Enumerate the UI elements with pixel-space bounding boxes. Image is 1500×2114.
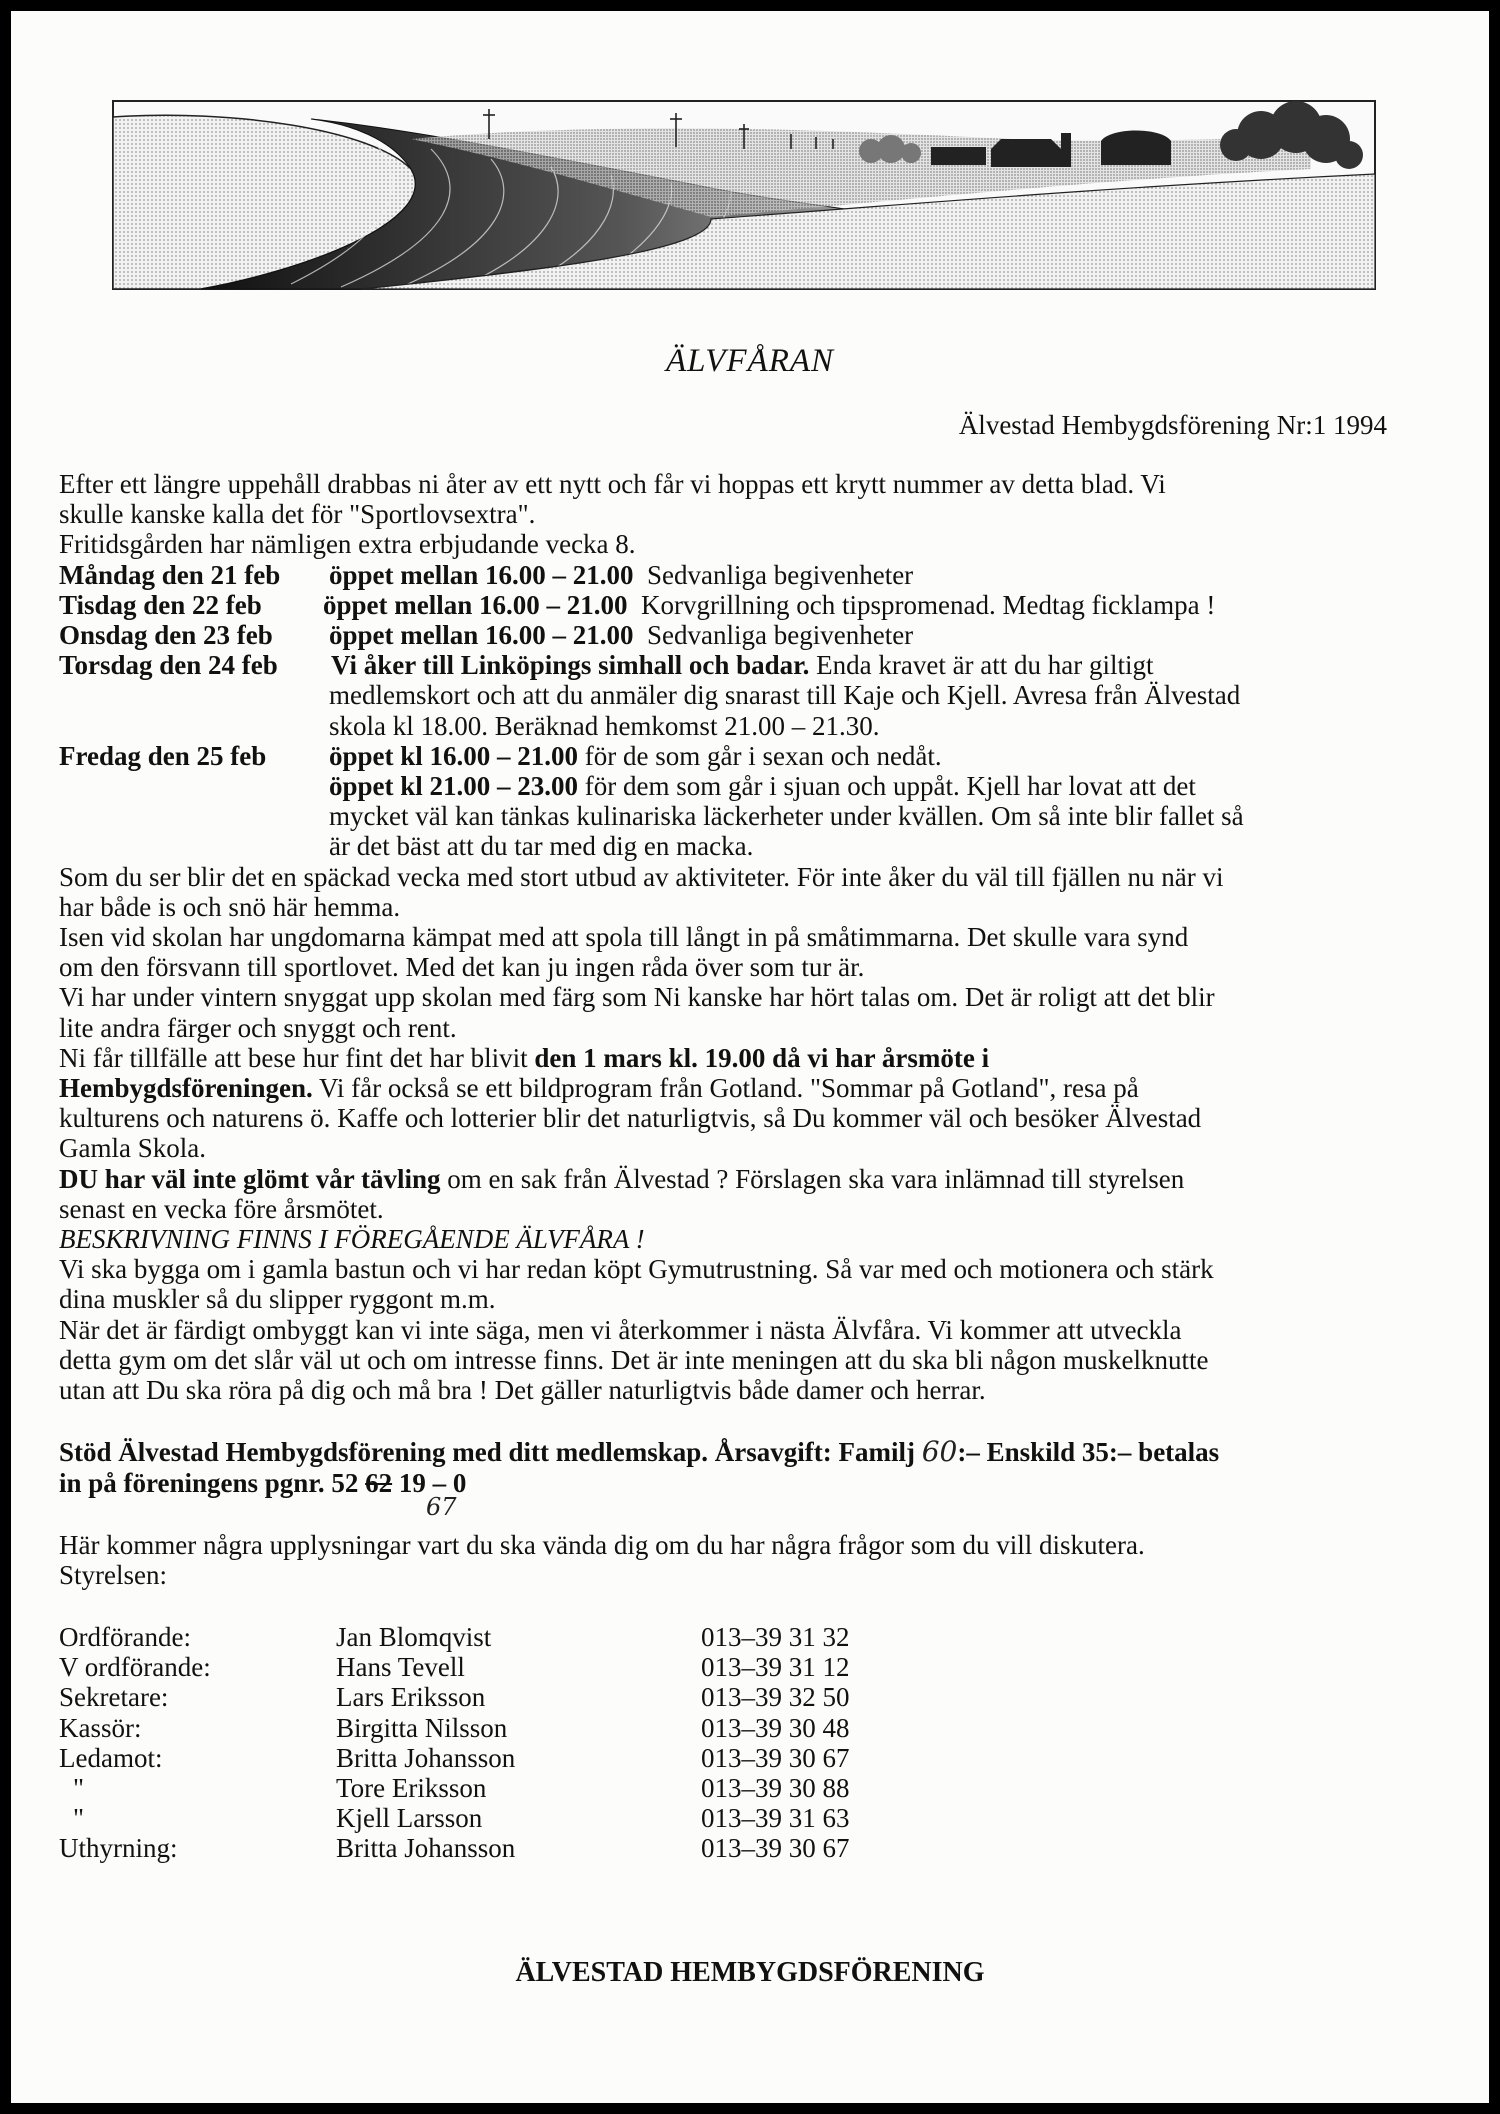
schedule-thursday bbox=[59, 650, 1399, 680]
paragraph-line: detta gym om det slår väl ut och om intresse finns. Det är inte meningen att du ska bli någon muskelknutte bbox=[59, 1344, 1209, 1375]
issue-line: Älvestad Hembygdsförening Nr:1 1994 bbox=[958, 410, 1387, 440]
board-name: Britta Johansson bbox=[336, 1742, 516, 1773]
contest-note: BESKRIVNING FINNS I FÖREGÅENDE ÄLVFÅRA ! bbox=[59, 1224, 645, 1255]
schedule-day: Tisdag den 22 feb bbox=[59, 589, 262, 620]
paragraph-line bbox=[59, 1164, 1399, 1194]
schedule-desc: för de som går i sexan och nedåt. bbox=[584, 740, 942, 771]
schedule-wednesday bbox=[59, 620, 1399, 650]
schedule-desc-line bbox=[59, 771, 1399, 801]
meeting-date: den 1 mars kl. 19.00 då vi har årsmöte i bbox=[534, 1042, 990, 1073]
board-row bbox=[59, 1652, 850, 1682]
board-phone: 013–39 31 32 bbox=[701, 1622, 850, 1652]
board-role: Sekretare: bbox=[59, 1682, 169, 1713]
board-phone: 013–39 30 67 bbox=[701, 1833, 850, 1864]
board-role: " bbox=[73, 1773, 85, 1804]
board-phone: 013–39 30 88 bbox=[701, 1773, 850, 1804]
handwritten-correction-row bbox=[59, 1492, 1399, 1528]
paragraph-line: När det är färdigt ombyggt kan vi inte säga, men vi återkommer i nästa Älvfåra. Vi kommer att utveckla bbox=[59, 1314, 1182, 1345]
paragraph-line: Vi ska bygga om i gamla bastun och vi har redan köpt Gymutrustning. Så var med och motionera och stärk bbox=[59, 1254, 1214, 1285]
board-role: " bbox=[73, 1803, 85, 1834]
board-intro-line: Här kommer några upplysningar vart du ska vända dig om du har några frågor som du vill diskutera. bbox=[59, 1529, 1145, 1560]
newsletter-page bbox=[11, 11, 1489, 2103]
paragraph-line: Som du ser blir det en späckad vecka med stort utbud av aktiviteter. För inte åker du väl till fjällen nu när vi bbox=[59, 861, 1224, 892]
membership-line bbox=[59, 1468, 1399, 1498]
paragraph-text: om en sak från Älvestad ? Förslagen ska vara inlämnad till styrelsen bbox=[440, 1163, 1185, 1194]
board-role: V ordförande: bbox=[59, 1652, 211, 1683]
schedule-highlight: Vi åker till Linköpings simhall och badar. bbox=[331, 650, 810, 681]
paragraph-line: har både is och snö här hemma. bbox=[59, 891, 401, 922]
intro-line: Fritidsgården har nämligen extra erbjudande vecka 8. bbox=[59, 529, 636, 560]
intro-line: Efter ett längre uppehåll drabbas ni åter av ett nytt och får vi hoppas ett krytt nummer av detta blad. Vi bbox=[59, 469, 1166, 499]
board-row bbox=[59, 1682, 850, 1712]
board-row bbox=[59, 1833, 850, 1863]
membership-text: in på föreningens pgnr. 52 bbox=[59, 1467, 366, 1498]
board-name: Lars Eriksson bbox=[336, 1682, 486, 1713]
paragraph-line bbox=[59, 1043, 1399, 1073]
board-row bbox=[59, 1743, 850, 1773]
schedule-day: Fredag den 25 feb bbox=[59, 740, 267, 771]
schedule-monday bbox=[59, 560, 1399, 590]
landscape-illustration bbox=[111, 99, 1391, 309]
board-name: Hans Tevell bbox=[336, 1652, 465, 1683]
footer-association-name: ÄLVESTAD HEMBYGDSFÖRENING bbox=[515, 1957, 985, 1988]
schedule-desc-line: medlemskort och att du anmäler dig snarast till Kaje och Kjell. Avresa från Älvestad bbox=[329, 680, 1241, 711]
board-role: Ledamot: bbox=[59, 1742, 163, 1773]
paragraph-line bbox=[59, 1073, 1399, 1103]
board-row bbox=[59, 1773, 850, 1803]
paragraph-line: om den försvann till sportlovet. Med det kan ju ingen råda över som tur är. bbox=[59, 952, 865, 983]
contest-reminder: DU har väl inte glömt vår tävling bbox=[59, 1163, 441, 1194]
membership-text: 19 – 0 bbox=[392, 1467, 467, 1498]
board-phone: 013–39 30 67 bbox=[701, 1742, 850, 1773]
schedule-desc: Sedvanliga begivenheter bbox=[647, 559, 914, 590]
struck-number: 62 bbox=[365, 1467, 393, 1498]
board-phone: 013–39 31 12 bbox=[701, 1652, 850, 1683]
schedule-day: Måndag den 21 feb bbox=[59, 559, 281, 590]
board-role: Kassör: bbox=[59, 1712, 142, 1743]
schedule-day: Torsdag den 24 feb bbox=[59, 650, 278, 681]
paragraph-line: dina muskler så du slipper ryggont m.m. bbox=[59, 1284, 496, 1315]
schedule-time: öppet mellan 16.00 – 21.00 bbox=[329, 559, 634, 590]
schedule-friday bbox=[59, 741, 1399, 771]
board-name: Birgitta Nilsson bbox=[336, 1712, 508, 1743]
board-contact-list bbox=[59, 1622, 850, 1864]
schedule-desc: Enda kravet är att du har giltigt bbox=[816, 650, 1154, 681]
schedule-desc: Korvgrillning och tipspromenad. Medtag ficklampa ! bbox=[641, 589, 1216, 620]
schedule-desc-line: skola kl 18.00. Beräknad hemkomst 21.00 – 21.30. bbox=[329, 710, 880, 741]
board-phone: 013–39 30 48 bbox=[701, 1712, 850, 1743]
schedule-time: öppet mellan 16.00 – 21.00 bbox=[329, 620, 634, 651]
schedule-day: Onsdag den 23 feb bbox=[59, 620, 273, 651]
schedule-tuesday bbox=[59, 590, 1399, 620]
paragraph-text: Vi får också se ett bildprogram från Gotland. "Sommar på Gotland", resa på bbox=[312, 1073, 1139, 1104]
membership-line bbox=[59, 1437, 1399, 1467]
board-row bbox=[59, 1713, 850, 1743]
board-row bbox=[59, 1803, 850, 1833]
association-name: Hembygdsföreningen. bbox=[59, 1073, 313, 1104]
paragraph-text: Ni får tillfälle att bese hur fint det har blivit bbox=[59, 1042, 535, 1073]
board-name: Britta Johansson bbox=[336, 1833, 516, 1864]
board-name: Tore Eriksson bbox=[336, 1773, 487, 1804]
paragraph-line: kulturens och naturens ö. Kaffe och lotterier blir det naturligtvis, så Du kommer väl och besöker Älvestad bbox=[59, 1103, 1202, 1134]
handwritten-fee: 60 bbox=[921, 1435, 958, 1469]
membership-text: :– Enskild 35:– betalas bbox=[957, 1437, 1220, 1468]
schedule-desc-line: är det bäst att du tar med dig en macka. bbox=[329, 831, 754, 862]
schedule-time: öppet kl 16.00 – 21.00 bbox=[329, 740, 579, 771]
membership-text: Stöd Älvestad Hembygdsförening med ditt medlemskap. Årsavgift: Familj bbox=[59, 1437, 922, 1468]
schedule-desc-line: mycket väl kan tänkas kulinariska läckerheter under kvällen. Om så inte blir fallet så bbox=[329, 801, 1244, 832]
paragraph-line: Gamla Skola. bbox=[59, 1133, 206, 1164]
article-body bbox=[59, 469, 1399, 1590]
schedule-time: öppet mellan 16.00 – 21.00 bbox=[323, 589, 628, 620]
board-name: Kjell Larsson bbox=[336, 1803, 483, 1834]
board-phone: 013–39 32 50 bbox=[701, 1682, 850, 1713]
board-phone: 013–39 31 63 bbox=[701, 1803, 850, 1834]
board-role: Ordförande: bbox=[59, 1622, 191, 1652]
board-intro-line: Styrelsen: bbox=[59, 1559, 167, 1590]
board-name: Jan Blomqvist bbox=[336, 1622, 492, 1652]
schedule-desc: Sedvanliga begivenheter bbox=[647, 620, 914, 651]
board-role: Uthyrning: bbox=[59, 1833, 178, 1864]
paragraph-line: lite andra färger och snyggt och rent. bbox=[59, 1012, 457, 1043]
schedule-time: öppet kl 21.00 – 23.00 bbox=[329, 771, 579, 802]
paragraph-line: Isen vid skolan har ungdomarna kämpat med att spola till långt in på småtimmarna. Det skulle vara synd bbox=[59, 922, 1189, 953]
newsletter-title: ÄLVFÅRAN bbox=[665, 343, 835, 379]
intro-line: skulle kanske kalla det för "Sportlovsextra". bbox=[59, 499, 536, 530]
board-row bbox=[59, 1622, 850, 1652]
handwritten-correction: 67 bbox=[426, 1492, 457, 1521]
paragraph-line: senast en vecka före årsmötet. bbox=[59, 1193, 384, 1224]
schedule-desc: för dem som går i sjuan och uppåt. Kjell har lovat att det bbox=[584, 771, 1196, 802]
paragraph-line: utan att Du ska röra på dig och må bra ! Det gäller naturligtvis både damer och herrar. bbox=[59, 1375, 986, 1406]
paragraph-line: Vi har under vintern snyggat upp skolan med färg som Ni kanske har hört talas om. Det är roligt att det blir bbox=[59, 982, 1215, 1013]
